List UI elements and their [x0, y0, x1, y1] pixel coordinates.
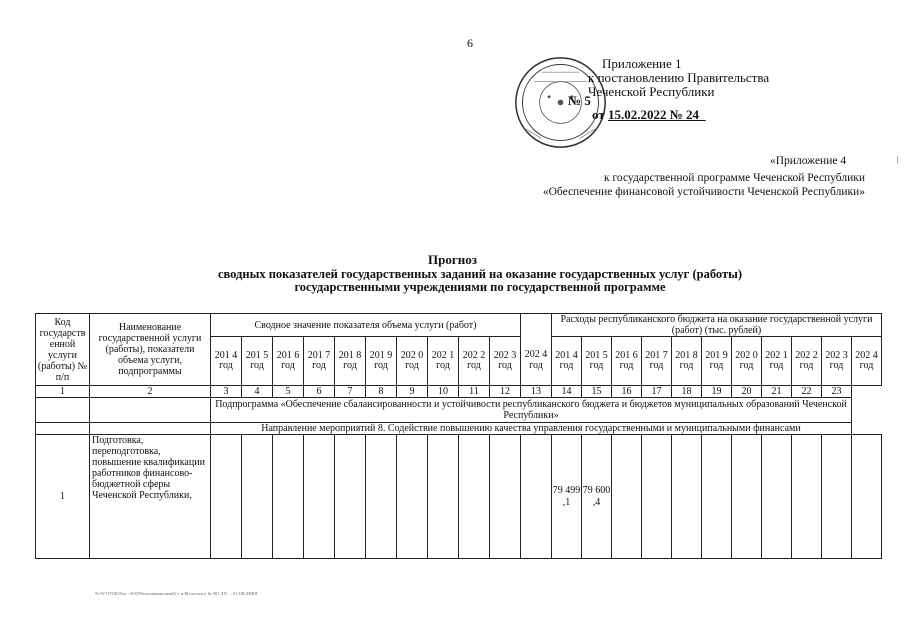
column-number: 1	[36, 386, 90, 398]
row1-vol-2023	[490, 435, 521, 559]
document-title: Прогноз	[428, 252, 477, 267]
column-number: 2	[90, 386, 211, 398]
subtitle-line2: государственными учреждениями по государственной программе	[294, 280, 666, 294]
row1-vol-2020	[397, 435, 428, 559]
year-volume-2019: 201 9 год	[366, 337, 397, 386]
edge-mark: ❘	[894, 155, 901, 164]
column-number: 12	[490, 386, 521, 398]
page-number: 6	[467, 36, 473, 50]
row1-vol-2019	[366, 435, 397, 559]
year-expenses-2023: 202 3 год	[822, 337, 852, 386]
year-expenses-2015: 201 5 год	[582, 337, 612, 386]
appendix-date	[592, 107, 706, 123]
column-number: 11	[459, 386, 490, 398]
row1-exp-2021	[762, 435, 792, 559]
row1-exp-2014: 79 499 ,1	[552, 435, 582, 559]
row1-vol-2018	[335, 435, 366, 559]
program-reference-line1: к государственной программе Чеченской Республики	[604, 172, 865, 184]
year-expenses-2019: 201 9 год	[702, 337, 732, 386]
header-code: Код государств енной услуги (работы) № п/п	[36, 314, 90, 386]
row1-vol-2015	[242, 435, 273, 559]
year-volume-2017: 201 7 год	[304, 337, 335, 386]
row1-exp-2018	[672, 435, 702, 559]
forecast-table	[35, 313, 882, 559]
year-expenses-2016: 201 6 год	[612, 337, 642, 386]
year-expenses-2022: 202 2 год	[792, 337, 822, 386]
appendix-line1: Приложение 1	[602, 56, 682, 71]
direction-title: Направление мероприятий 8. Содействие повышению качества управления государственными и муниципальными финансами	[211, 423, 852, 435]
column-number: 6	[304, 386, 335, 398]
year-volume-2014: 201 4 год	[211, 337, 242, 386]
row1-exp-2017	[642, 435, 672, 559]
appendix-line2: к постановлению Правительства	[588, 70, 770, 85]
subprogram-name-cell	[90, 398, 211, 423]
year-volume-2021: 202 1 год	[428, 337, 459, 386]
column-number: 20	[732, 386, 762, 398]
header-blank	[521, 314, 552, 337]
prilozhenie-4-label: «Приложение 4	[770, 155, 847, 167]
year-expenses-2021: 202 1 год	[762, 337, 792, 386]
direction-name-cell	[90, 423, 211, 435]
column-number: 10	[428, 386, 459, 398]
row1-exp-2020	[732, 435, 762, 559]
year-expenses-2018: 201 8 год	[672, 337, 702, 386]
year-volume-2024: 202 4 год	[521, 337, 552, 386]
column-number: 13	[521, 386, 552, 398]
column-number: 3	[211, 386, 242, 398]
row1-exp-2019	[702, 435, 732, 559]
column-number: 23	[822, 386, 852, 398]
year-expenses-2024: 202 4 год	[852, 337, 882, 386]
date-prefix: от	[592, 107, 608, 122]
header-volume-group: Сводное значение показателя объема услуги (работ)	[211, 314, 521, 337]
row1-vol-2017	[304, 435, 335, 559]
column-number: 18	[672, 386, 702, 398]
header-name: Наименование государственной услуги (работы), показатели объема услуги, подпрограммы	[90, 314, 211, 386]
row1-exp-2015: 79 600 ,4	[582, 435, 612, 559]
column-number: 14	[552, 386, 582, 398]
year-volume-2018: 201 8 год	[335, 337, 366, 386]
direction-code-cell	[36, 423, 90, 435]
column-number: 7	[335, 386, 366, 398]
row1-service-name: Подготовка, переподготовка, повышение квалификации работников финансово-бюджетной сферы Чеченской Республики,	[90, 435, 211, 559]
year-expenses-2017: 201 7 год	[642, 337, 672, 386]
row1-exp-2016	[612, 435, 642, 559]
row1-vol-2022	[459, 435, 490, 559]
row1-number: 1	[36, 435, 90, 559]
program-reference	[445, 171, 865, 199]
column-number: 9	[397, 386, 428, 398]
row1-vol-2024	[521, 435, 552, 559]
row1-vol-2014	[211, 435, 242, 559]
row1-exp-2022	[792, 435, 822, 559]
column-number: 15	[582, 386, 612, 398]
column-number: 5	[273, 386, 304, 398]
row1-exp-2024	[852, 435, 882, 559]
program-reference-line2: «Обеспечение финансовой устойчивости Чеченской Республики»	[542, 186, 865, 198]
column-number: 8	[366, 386, 397, 398]
column-number: 17	[642, 386, 672, 398]
column-number: 21	[762, 386, 792, 398]
year-volume-2016: 201 6 год	[273, 337, 304, 386]
appendix-number: № 5	[568, 93, 591, 108]
year-volume-2022: 202 2 год	[459, 337, 490, 386]
column-number: 4	[242, 386, 273, 398]
row1-vol-2021	[428, 435, 459, 559]
subprogram-title: Подпрограмма «Обеспечение сбалансированности и устойчивости республиканского бюджета и бюджетов муниципальных образований Чеченской Республики»	[211, 398, 852, 423]
column-number: 16	[612, 386, 642, 398]
year-volume-2015: 201 5 год	[242, 337, 273, 386]
subtitle-line1: сводных показателей государственных заданий на оказание государственных услуг (работы)	[217, 267, 743, 281]
year-volume-2020: 202 0 год	[397, 337, 428, 386]
appendix-block	[588, 57, 769, 99]
appendix-line3: Чеченской Республики	[588, 84, 715, 99]
footer-filepath: %=%"ОТОКЛ/ит - ЕОЛ/Раглопикаапоизи02.г и М постпм к № 301 ЛЛ/ →01/ОК/2ФЕП	[95, 591, 258, 596]
year-expenses-2020: 202 0 год	[732, 337, 762, 386]
subprogram-code-cell	[36, 398, 90, 423]
year-expenses-2014: 201 4 год	[552, 337, 582, 386]
row1-vol-2016	[273, 435, 304, 559]
column-number: 22	[792, 386, 822, 398]
year-volume-2023: 202 3 год	[490, 337, 521, 386]
document-subtitle	[130, 268, 830, 294]
row1-exp-2023	[822, 435, 852, 559]
header-expenses-group: Расходы республиканского бюджета на оказание государственной услуги (работ) (тыс. рублей)	[552, 314, 882, 337]
date-value: 15.02.2022 № 24_	[607, 107, 706, 122]
column-number: 19	[702, 386, 732, 398]
